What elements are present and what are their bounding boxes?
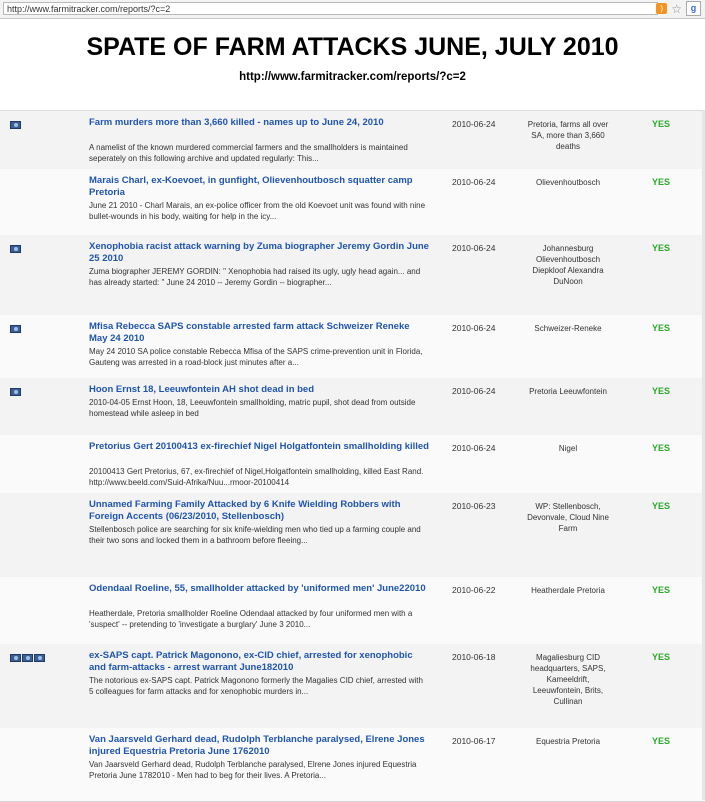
camera-icon[interactable] <box>22 654 33 662</box>
bookmark-star-icon[interactable]: ☆ <box>671 1 682 16</box>
report-list <box>0 110 705 801</box>
banner <box>0 19 705 110</box>
report-row <box>0 235 705 316</box>
media-icons <box>10 121 21 129</box>
media-icons <box>10 245 21 253</box>
camera-icon[interactable] <box>10 325 21 333</box>
report-location: Pretoria Leeuwfontein <box>529 387 607 396</box>
status-badge: YES <box>652 243 671 253</box>
report-row <box>0 728 705 802</box>
report-row <box>0 493 705 578</box>
camera-icon[interactable] <box>10 245 21 253</box>
report-title-link[interactable]: Farm murders more than 3,660 killed - names up to June 24, 2010 <box>89 117 384 128</box>
report-title-link[interactable]: Van Jaarsveld Gerhard dead, Rudolph Terblanche paralysed, Elrene Jones injured Equestria Pretoria June 1762010 <box>89 734 425 757</box>
report-row <box>0 378 705 436</box>
report-title-link[interactable]: Pretorius Gert 20100413 ex-firechief Nigel Holgatfontein smallholding killed <box>89 441 429 452</box>
report-summary: 2010-04-05 Ernst Hoon, 18, Leeuwfontein smallholding, matric pupil, shot dead from outside homestead while asleep in bed <box>89 398 416 418</box>
report-row <box>0 169 705 236</box>
status-badge: YES <box>652 736 671 746</box>
report-summary: Heatherdale, Pretoria smallholder Roeline Odendaal attacked by four uniformed men with a 'suspect' -- pretending to 'investigate a burglary' June 3 2010... <box>89 609 413 629</box>
report-summary: Stellenbosch police are searching for six knife-wielding men who tied up a farming couple and their two sons and locked them in a bathroom before fleeing... <box>89 525 421 545</box>
media-icons <box>10 325 21 333</box>
report-location: Olievenhoutbosch <box>535 178 601 187</box>
report-date: 2010-06-23 <box>452 501 496 511</box>
status-badge: YES <box>652 443 671 453</box>
report-title-link[interactable]: Mfisa Rebecca SAPS constable arrested farm attack Schweizer Reneke May 24 2010 <box>89 321 410 344</box>
report-date: 2010-06-24 <box>452 243 496 253</box>
report-title-link[interactable]: Xenophobia racist attack warning by Zuma biographer Jeremy Gordin June 25 2010 <box>89 241 429 264</box>
report-title-link[interactable]: Hoon Ernst 18, Leeuwfontein AH shot dead in bed <box>89 384 315 395</box>
report-summary: 20100413 Gert Pretorius, 67, ex-firechief of Nigel,Holgatfontein smallholding, killed East Rand. http://www.beeld.com/Suid-Afrika/Nuu...rmoor-20100414 <box>89 467 424 487</box>
address-bar[interactable]: http://www.farmitracker.com/reports/?c=2 <box>3 2 658 15</box>
camera-icon[interactable] <box>10 121 21 129</box>
rss-icon[interactable]: ) <box>656 3 667 14</box>
report-date: 2010-06-17 <box>452 736 496 746</box>
status-badge: YES <box>652 386 671 396</box>
report-location: Equestria Pretoria <box>535 737 601 746</box>
report-date: 2010-06-24 <box>452 386 496 396</box>
report-row <box>0 111 705 170</box>
banner-url: http://www.farmitracker.com/reports/?c=2 <box>239 71 466 83</box>
report-summary: Zuma biographer JEREMY GORDIN: " Xenophobia had raised its ugly, ugly head again... and has already started: " June 24 2010 -- Jeremy Gordin -- biographer... <box>89 267 421 287</box>
report-title-link[interactable]: ex-SAPS capt. Patrick Magonono, ex-CID chief, arrested for xenophobic and farm-attacks - arrest warrant June182010 <box>89 650 413 673</box>
status-badge: YES <box>652 119 671 129</box>
report-date: 2010-06-24 <box>452 177 496 187</box>
report-summary: The notorious ex-SAPS capt. Patrick Magonono formerly the Magalies CID chief, arrested with 5 colleagues for farm attacks and for xenophobic murders in... <box>89 676 423 696</box>
report-title-link[interactable]: Odendaal Roeline, 55, smallholder attacked by 'uniformed men' June22010 <box>89 583 426 594</box>
report-summary: A namelist of the known murdered commercial farmers and the smallholders is maintained seperately on this following archive and updated regularly: This... <box>89 143 408 163</box>
report-row <box>0 577 705 645</box>
report-location: WP: Stellenbosch, Devonvale, Cloud Nine Farm <box>527 502 609 533</box>
camera-icon[interactable] <box>10 654 21 662</box>
report-location: Magaliesburg CID headquarters, SAPS, Kameeldrift, Leeuwfontein, Brits, Cullinan <box>530 653 606 706</box>
report-date: 2010-06-24 <box>452 119 496 129</box>
status-badge: YES <box>652 177 671 187</box>
media-icons <box>10 654 45 662</box>
report-date: 2010-06-18 <box>452 652 496 662</box>
report-date: 2010-06-22 <box>452 585 496 595</box>
report-location: Johannesburg Olievenhoutbosch Diepkloof Alexandra DuNoon <box>532 244 604 286</box>
report-location: Schweizer-Reneke <box>534 324 602 333</box>
browser-toolbar <box>0 0 705 19</box>
status-badge: YES <box>652 585 671 595</box>
report-title-link[interactable]: Unnamed Farming Family Attacked by 6 Knife Wielding Robbers with Foreign Accents (06/23/2010, Stellenbosch) <box>89 499 401 522</box>
toolbar-icons <box>656 1 701 16</box>
status-badge: YES <box>652 323 671 333</box>
report-date: 2010-06-24 <box>452 443 496 453</box>
google-icon[interactable]: g <box>686 1 701 16</box>
report-summary: June 21 2010 - Charl Marais, an ex-police officer from the old Koevoet unit was found with nine bullet-wounds in his body, waiting for help in the icy... <box>89 201 426 221</box>
report-date: 2010-06-24 <box>452 323 496 333</box>
page-title: SPATE OF FARM ATTACKS JUNE, JULY 2010 <box>86 33 619 61</box>
camera-icon[interactable] <box>10 388 21 396</box>
media-icons <box>10 388 21 396</box>
report-summary: May 24 2010 SA police constable Rebecca Mfisa of the SAPS crime-prevention unit in Florida, Gauteng was arrested in a road-block just minutes after a... <box>89 347 423 367</box>
report-location: Pretoria, farms all over SA, more than 3,660 deaths <box>527 120 609 151</box>
report-row <box>0 315 705 379</box>
report-location: Heatherdale Pretoria <box>531 586 605 595</box>
report-title-link[interactable]: Marais Charl, ex-Koevoet, in gunfight, Olievenhoutbosch squatter camp Pretoria <box>89 175 413 198</box>
status-badge: YES <box>652 501 671 511</box>
report-row <box>0 644 705 729</box>
camera-icon[interactable] <box>34 654 45 662</box>
report-summary: Van Jaarsveld Gerhard dead, Rudolph Terblanche paralysed, Elrene Jones injured Equestria Pretoria June 1782010 - Men had to beg for their lives. A Pretoria... <box>89 760 417 780</box>
report-location: Nigel <box>558 444 578 453</box>
status-badge: YES <box>652 652 671 662</box>
report-row <box>0 435 705 494</box>
